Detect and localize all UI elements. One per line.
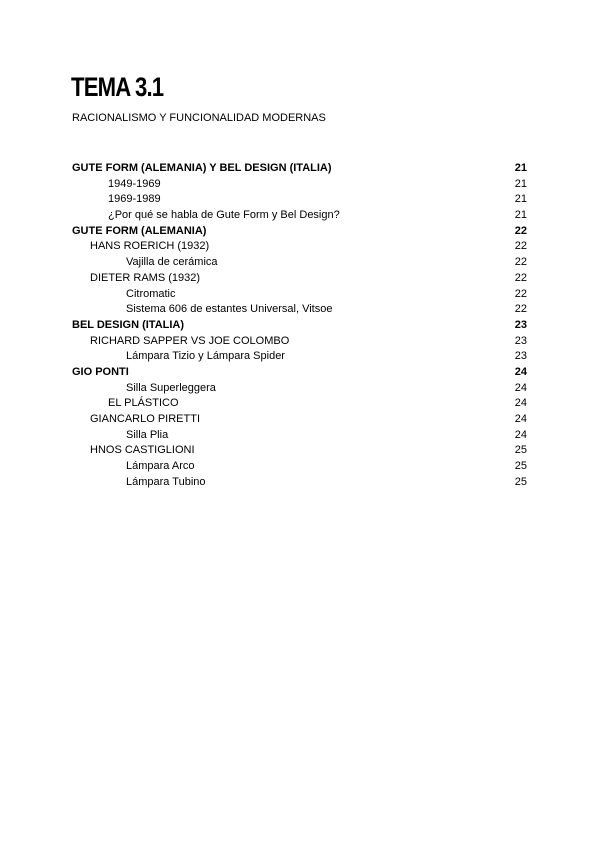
toc-entry-page-number: 22 <box>514 271 527 284</box>
toc-entry[interactable] <box>72 161 527 177</box>
toc-entry[interactable] <box>72 177 527 193</box>
toc-entry-label: Vajilla de cerámica <box>126 256 218 269</box>
toc-entry-label: Sistema 606 de estantes Universal, Vitsoe <box>126 303 333 316</box>
toc-entry-page-number: 21 <box>514 193 527 206</box>
toc-entry[interactable] <box>72 365 527 381</box>
toc-entry-page-number: 22 <box>514 240 527 253</box>
toc-entry[interactable] <box>72 255 527 271</box>
toc-entry-page-number: 24 <box>514 381 527 394</box>
toc-entry-label: 1949-1969 <box>108 177 161 190</box>
toc-entry-label: Lámpara Tizio y Lámpara Spider <box>126 350 285 363</box>
toc-entry-page-number: 22 <box>514 256 527 269</box>
toc-entry-label: HNOS CASTIGLIONI <box>90 444 195 457</box>
toc-entry[interactable] <box>72 208 527 224</box>
toc-entry-page-number: 24 <box>514 413 527 425</box>
toc-entry-page-number: 21 <box>514 177 527 190</box>
toc-entry[interactable] <box>72 428 527 444</box>
table-of-contents <box>72 161 527 490</box>
toc-entry[interactable] <box>72 224 527 240</box>
toc-entry-label: ¿Por qué se habla de Gute Form y Bel Design? <box>108 209 340 222</box>
toc-entry-page-number: 23 <box>514 318 527 331</box>
toc-entry[interactable] <box>72 334 527 350</box>
toc-entry-page-number: 25 <box>514 460 527 473</box>
page-title: TEMA 3.1 <box>71 72 164 102</box>
toc-entry-page-number: 22 <box>514 303 527 316</box>
page-subtitle: RACIONALISMO Y FUNCIONALIDAD MODERNAS <box>72 112 326 124</box>
toc-entry[interactable] <box>72 443 527 459</box>
toc-entry-page-number: 25 <box>514 475 527 488</box>
toc-entry-page-number: 22 <box>514 287 527 300</box>
toc-entry-page-number: 24 <box>514 397 527 410</box>
toc-entry-page-number: 24 <box>514 428 527 441</box>
toc-entry-page-number: 22 <box>514 224 527 237</box>
toc-entry[interactable] <box>72 271 527 287</box>
toc-entry-label: GUTE FORM (ALEMANIA) <box>72 224 207 237</box>
toc-entry[interactable] <box>72 475 527 491</box>
toc-entry-page-number: 23 <box>514 350 527 363</box>
toc-entry[interactable] <box>72 302 527 318</box>
toc-entry[interactable] <box>72 318 527 334</box>
toc-entry[interactable] <box>72 287 527 303</box>
toc-entry[interactable] <box>72 381 527 397</box>
toc-entry-label: EL PLÁSTICO <box>108 397 179 410</box>
toc-entry-page-number: 21 <box>514 162 527 174</box>
toc-entry-label: Lámpara Arco <box>126 460 195 473</box>
toc-entry-label: 1969-1989 <box>108 193 161 206</box>
toc-entry[interactable] <box>72 239 527 255</box>
toc-entry[interactable] <box>72 396 527 412</box>
toc-entry-label: BEL DESIGN (ITALIA) <box>72 318 185 331</box>
toc-entry[interactable] <box>72 349 527 365</box>
toc-entry-page-number: 21 <box>514 209 527 222</box>
toc-entry-label: Citromatic <box>126 287 176 300</box>
toc-entry-page-number: 23 <box>514 334 527 347</box>
toc-entry-page-number: 24 <box>514 365 527 378</box>
toc-entry-label: DIETER RAMS (1932) <box>90 271 201 284</box>
toc-entry-label: HANS ROERICH (1932) <box>90 240 210 253</box>
toc-entry[interactable] <box>72 459 527 475</box>
toc-entry-label: GIANCARLO PIRETTI <box>90 413 201 425</box>
toc-entry-label: Lámpara Tubino <box>126 475 206 488</box>
toc-entry-label: RICHARD SAPPER VS JOE COLOMBO <box>90 334 290 347</box>
toc-entry-page-number: 25 <box>514 444 527 457</box>
toc-entry-label: Silla Superleggera <box>126 381 216 394</box>
toc-entry-label: GIO PONTI <box>72 365 129 378</box>
toc-entry-label: GUTE FORM (ALEMANIA) Y BEL DESIGN (ITALIA) <box>72 162 332 174</box>
toc-entry[interactable] <box>72 192 527 208</box>
toc-entry-label: Silla Plia <box>126 428 169 441</box>
toc-entry[interactable] <box>72 412 527 428</box>
